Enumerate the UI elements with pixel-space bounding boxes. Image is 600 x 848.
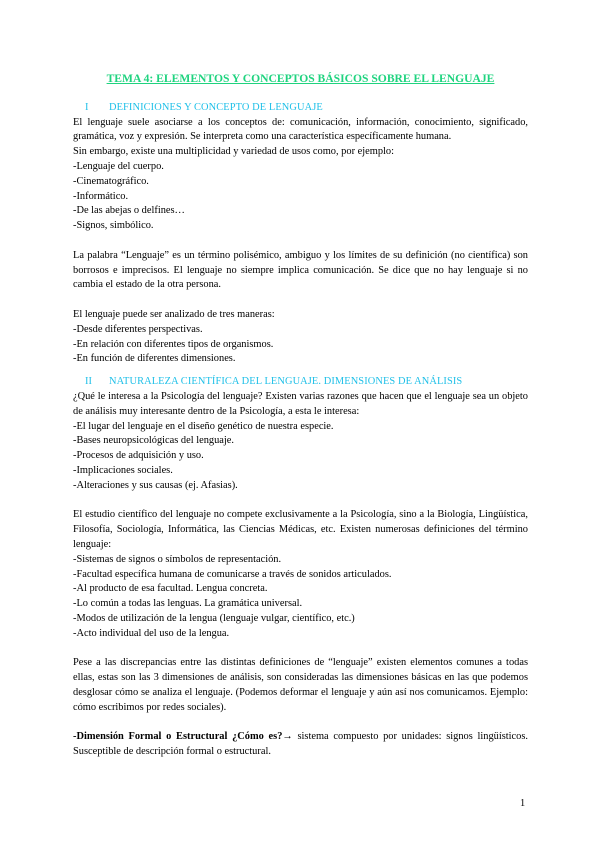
list-item: -Alteraciones y sus causas (ej. Afasias). (73, 479, 238, 491)
document-page (73, 72, 528, 760)
dimension-text: sistema compuesto por unidades: signos lingüísticos. Susceptible de descripción formal o estructural. (73, 731, 528, 758)
list-item: -Lo común a todas las lenguas. La gramática universal. (73, 598, 303, 610)
list-item: -Signos, simbólico. (73, 220, 154, 232)
list-item: -Acto individual del uso de la lengua. (73, 627, 230, 639)
paragraph: Sin embargo, existe una multiplicidad y variedad de usos como, por ejemplo: (73, 146, 394, 158)
list-item: -Modos de utilización de la lengua (lenguaje vulgar, científico, etc.) (73, 612, 355, 624)
section-1 (73, 101, 528, 367)
dimension-paragraph (73, 730, 528, 760)
list-item: -Al producto de esa facultad. Lengua concreta. (73, 583, 268, 595)
section-1-title: DEFINICIONES Y CONCEPTO DE LENGUAJE (109, 101, 323, 113)
paragraph: El lenguaje suele asociarse a los conceptos de: comunicación, información, conocimiento, significado, gramática, voz y expresión. Se interpreta como una característica específicamente humana. (73, 116, 528, 143)
section-2-number: II (85, 376, 93, 388)
list-item: -Desde diferentes perspectivas. (73, 323, 203, 335)
paragraph: La palabra “Lenguaje” es un término polisémico, ambiguo y los límites de su definición (no científica) son borrosos e imprecisos. El lenguaje no siempre implica comunicación. Se dice que no hay lenguaje si no cambia el estado de la otra persona. (73, 249, 528, 291)
list-item: -Lenguaje del cuerpo. (73, 160, 164, 172)
list-item: -De las abejas o delfines… (73, 205, 185, 217)
list-item: -Sistemas de signos o símbolos de representación. (73, 553, 282, 565)
list-item: -El lugar del lenguaje en el diseño genético de nuestra especie. (73, 420, 334, 432)
section-1-number: I (85, 101, 89, 113)
list-item: -Implicaciones sociales. (73, 464, 173, 476)
list-item: -Procesos de adquisición y uso. (73, 450, 204, 462)
paragraph: Pese a las discrepancias entre las distintas definiciones de “lenguaje” existen elementos comunes a todas ellas, estas son las 3 dimensiones de análisis, son consideradas las dimensiones básicas en las que podemos desglosar cómo se analiza el lenguaje. (Podemos deformar el lenguaje y aún así nos comunicamos. Ejemplo: cómo escribimos por redes sociales). (73, 657, 528, 713)
dimension-lead: -Dimensión Formal o Estructural ¿Cómo es? (73, 731, 283, 743)
paragraph: El estudio científico del lenguaje no compete exclusivamente a la Psicología, sino a la Biología, Lingüística, Filosofía, Sociología, Informática, las Ciencias Médicas, etc. Existen numerosas definiciones del término lenguaje: (73, 509, 528, 550)
arrow-icon: → (282, 731, 293, 743)
section-2-heading (73, 375, 528, 390)
list-item: -En relación con diferentes tipos de organismos. (73, 338, 274, 350)
section-2-title: NATURALEZA CIENTÍFICA DEL LENGUAJE. DIMENSIONES DE ANÁLISIS (109, 376, 463, 388)
section-1-heading (73, 101, 528, 116)
section-2 (73, 375, 528, 760)
paragraph: ¿Qué le interesa a la Psicología del lenguaje? Existen varias razones que hacen que el lenguaje sea un objeto de análisis muy interesante dentro de la Psicología, a esta le interesa: (73, 390, 528, 417)
list-item: -Informático. (73, 190, 129, 202)
document-title: TEMA 4: ELEMENTOS Y CONCEPTOS BÁSICOS SOBRE EL LENGUAJE (106, 72, 495, 85)
list-item: -Bases neuropsicológicas del lenguaje. (73, 435, 235, 447)
list-item: -Cinematográfico. (73, 175, 149, 187)
paragraph: El lenguaje puede ser analizado de tres maneras: (73, 308, 275, 320)
page-number: 1 (520, 798, 526, 809)
list-item: -Facultad específica humana de comunicarse a través de sonidos articulados. (73, 568, 392, 580)
list-item: -En función de diferentes dimensiones. (73, 353, 236, 365)
